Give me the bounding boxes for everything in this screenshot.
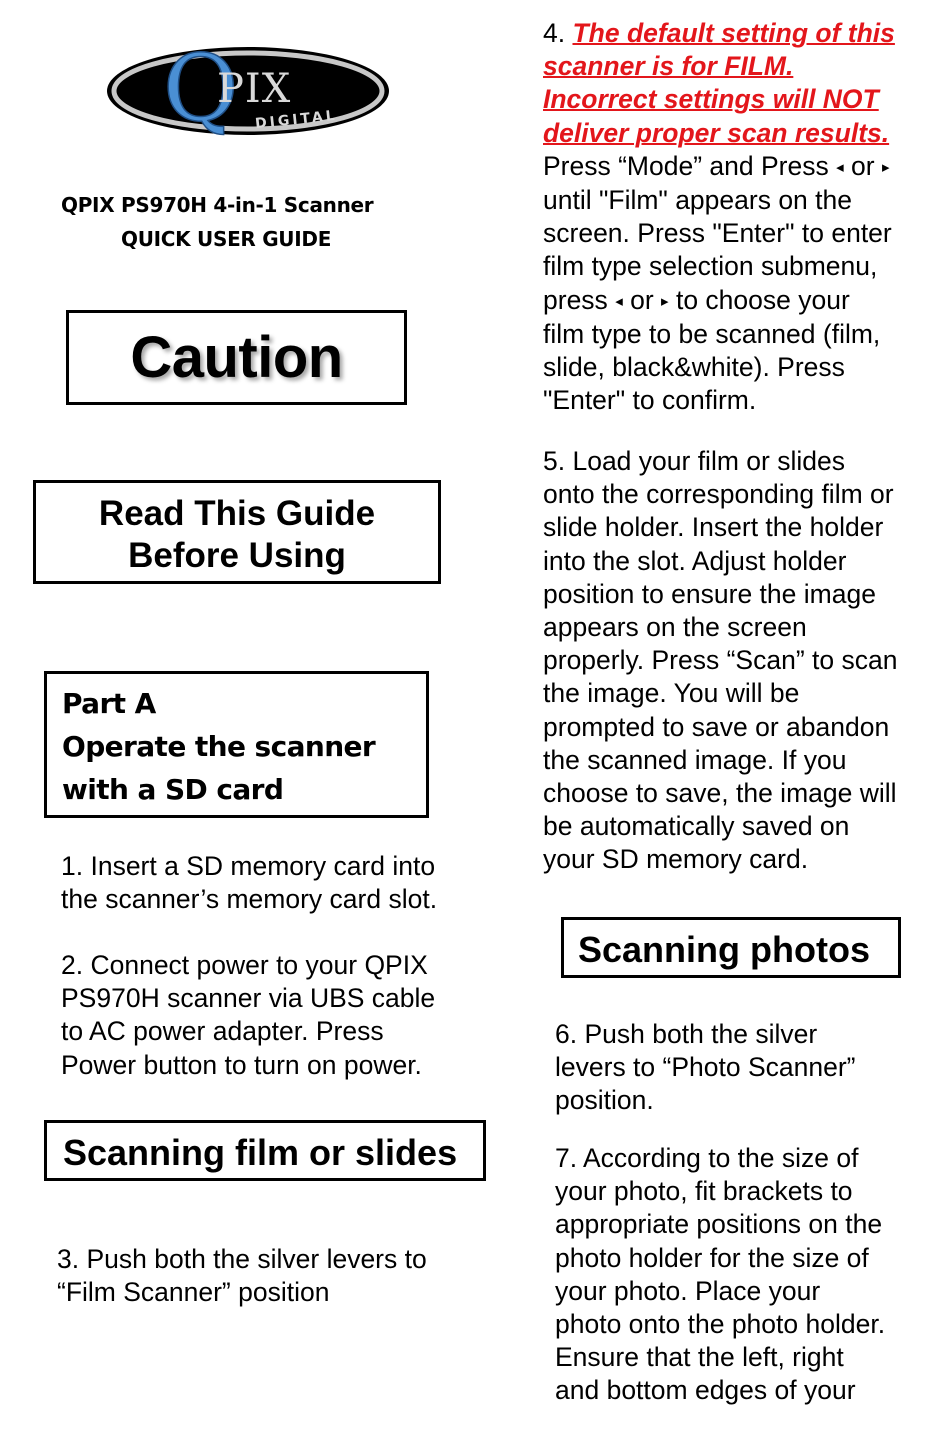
part-a-title-line: with a SD card <box>62 773 284 806</box>
step-6-line: levers to “Photo Scanner” <box>555 1052 856 1083</box>
step-7-line: your photo. Place your <box>555 1275 821 1306</box>
step-7-line: photo onto the photo holder. <box>555 1309 886 1340</box>
read-guide-box <box>33 480 441 584</box>
step-5-line: onto the corresponding film or <box>543 479 894 510</box>
step-4-line: "Enter" to confirm. <box>543 385 757 416</box>
scanning-photos-heading-box <box>561 917 901 978</box>
step-7 <box>555 1142 885 1408</box>
step-4 <box>543 17 895 417</box>
film-default-warning: The default setting of this <box>572 18 895 48</box>
guide-name: QUICK USER GUIDE <box>121 227 332 251</box>
step-2-line: PS970H scanner via UBS cable <box>61 983 436 1014</box>
step-5-line: into the slot. Adjust holder <box>543 545 847 576</box>
step-5-line: prompted to save or abandon <box>543 711 890 742</box>
qpix-digital-logo <box>105 36 391 146</box>
step-4-line: slide, black&white). Press <box>543 352 845 383</box>
part-a-box <box>44 671 429 818</box>
step-7-line: photo holder for the size of <box>555 1242 869 1273</box>
scanning-film-heading: Scanning film or slides <box>63 1132 458 1173</box>
film-default-warning: deliver proper scan results. <box>543 117 890 148</box>
step-5-line: 5. Load your film or slides <box>543 446 845 476</box>
step-2 <box>61 949 435 1082</box>
product-name: QPIX PS970H 4-in-1 Scanner <box>61 193 374 217</box>
step-4-line: film type to be scanned (film, <box>543 318 881 349</box>
step-7-line: your photo, fit brackets to <box>555 1176 853 1207</box>
right-arrow-icon: ▸ <box>661 292 669 310</box>
step-5-line: be automatically saved on <box>543 811 850 842</box>
logo-graphic <box>105 36 391 146</box>
step-7-line: 7. According to the size of <box>555 1143 859 1173</box>
step-4-text: press <box>543 284 608 315</box>
step-2-line: to AC power adapter. Press <box>61 1016 384 1047</box>
step-4-text: to choose your <box>675 284 850 315</box>
step-1-line: the scanner’s memory card slot. <box>61 884 438 915</box>
svg-text:DIGITAL: DIGITAL <box>254 107 339 133</box>
part-a-label: Part A <box>62 687 156 720</box>
film-default-warning: scanner is for FILM. <box>543 51 794 82</box>
step-2-line: Power button to turn on power. <box>61 1049 422 1080</box>
step-4-line <box>543 150 895 184</box>
step-4-line <box>543 284 895 318</box>
step-3 <box>57 1243 427 1309</box>
part-a-title-line: Operate the scanner <box>62 730 376 763</box>
step-7-line: and bottom edges of your <box>555 1375 856 1406</box>
step-5-line: the scanned image. If you <box>543 744 847 775</box>
step-6 <box>555 1018 855 1118</box>
step-6-line: position. <box>555 1085 654 1116</box>
step-4-line-1 <box>543 17 895 50</box>
step-5-line: position to ensure the image <box>543 578 876 609</box>
step-5 <box>543 445 897 877</box>
step-6-line: 6. Push both the silver <box>555 1019 818 1049</box>
step-5-line: properly. Press “Scan” to scan <box>543 645 898 676</box>
left-arrow-icon: ◂ <box>615 292 623 310</box>
step-7-line: Ensure that the left, right <box>555 1342 844 1373</box>
step-4-line: until "Film" appears on the <box>543 185 852 216</box>
left-arrow-icon: ◂ <box>836 158 844 176</box>
step-1-line: 1. Insert a SD memory card into <box>61 851 436 881</box>
scanning-photos-heading: Scanning photos <box>578 929 870 970</box>
step-4-text: or <box>630 284 654 315</box>
step-3-line: 3. Push both the silver levers to <box>57 1244 427 1274</box>
step-4-line: screen. Press "Enter" to enter <box>543 218 892 249</box>
step-4-text: or <box>851 150 875 181</box>
step-4-number: 4. <box>543 18 566 48</box>
step-2-line: 2. Connect power to your QPIX <box>61 950 428 980</box>
step-4-text: Press “Mode” and Press <box>543 150 829 181</box>
step-7-line: appropriate positions on the <box>555 1209 883 1240</box>
step-5-line: appears on the screen <box>543 612 807 643</box>
film-default-warning: Incorrect settings will NOT <box>543 84 879 115</box>
svg-text:PIX: PIX <box>217 66 292 112</box>
step-1 <box>61 850 437 916</box>
read-guide-line: Before Using <box>128 536 346 575</box>
read-guide-line: Read This Guide <box>98 494 376 533</box>
caution-box <box>66 310 407 405</box>
step-5-line: slide holder. Insert the holder <box>543 512 884 543</box>
step-5-line: the image. You will be <box>543 678 800 709</box>
step-3-line: “Film Scanner” position <box>57 1277 330 1308</box>
step-4-line: film type selection submenu, <box>543 251 878 282</box>
step-5-line: your SD memory card. <box>543 844 809 875</box>
step-5-line: choose to save, the image will <box>543 778 897 809</box>
svg-text:Q: Q <box>163 36 239 142</box>
right-arrow-icon: ▸ <box>881 158 890 176</box>
scanning-film-heading-box <box>44 1120 486 1181</box>
caution-heading: Caution <box>130 325 343 390</box>
document-title <box>55 188 395 256</box>
